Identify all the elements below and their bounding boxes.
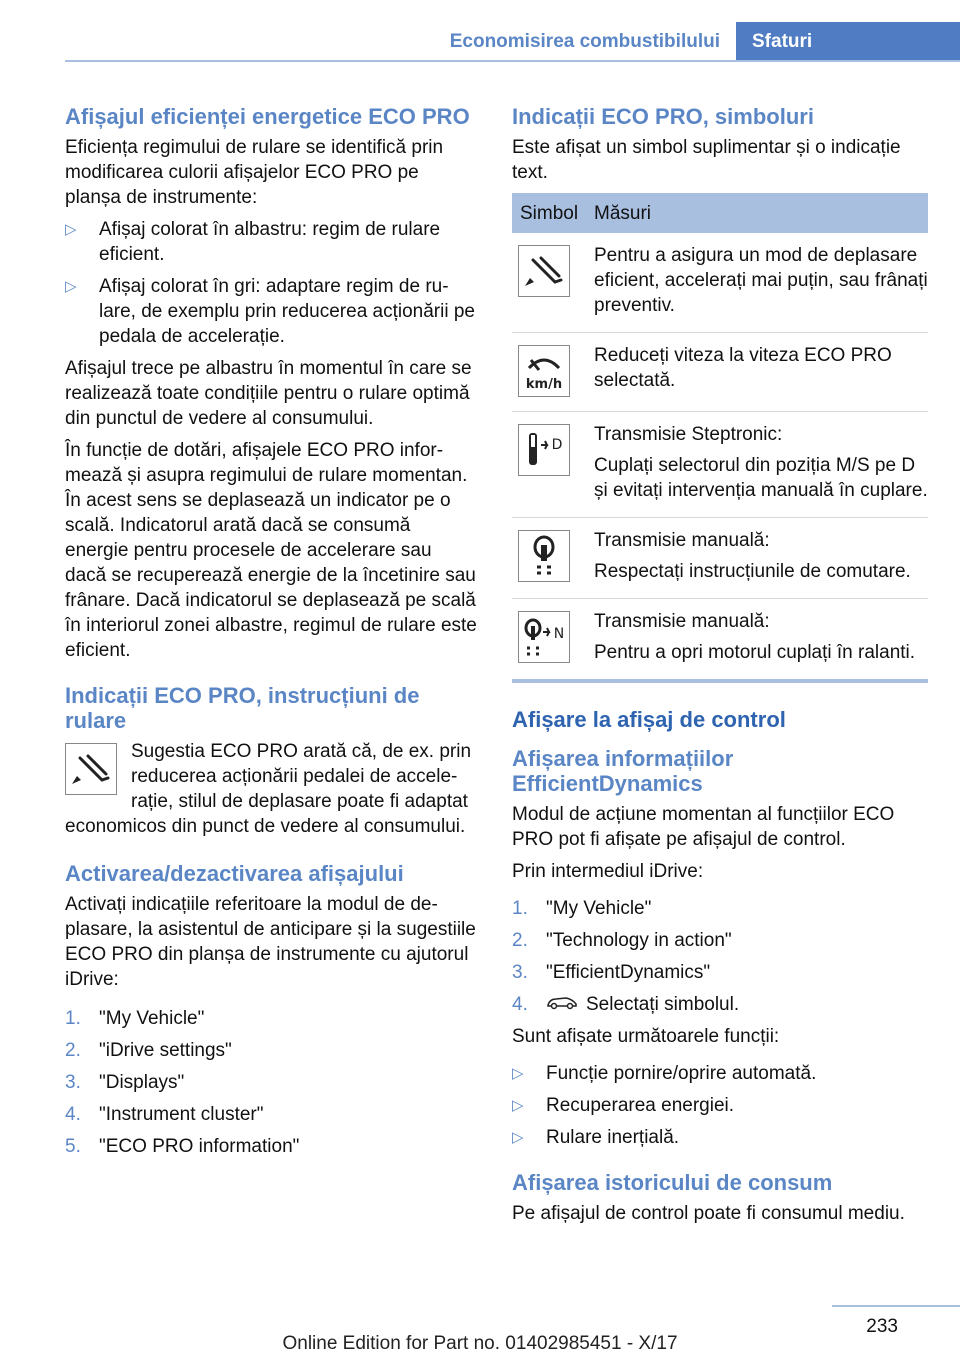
numbered-list [512,896,928,1017]
table-header: Simbol [512,193,586,233]
table-row: Pentru a asigura un mod de deplasare eficient, accelerați mai puțin, sau frânați preventiv. [512,233,928,333]
paragraph: Sunt afișate următoarele funcții: [512,1026,780,1048]
heading-eco-symbols: Indicații ECO PRO, simboluri [512,104,814,129]
paragraph-with-icon: Sugestia ECO PRO arată că, de ex. prin reducerea acționării pedalei de accelerație, stilul de deplasare poate fi adaptat economicos din punct de vedere al consumului. [65,741,472,837]
list-item: 2. "Technology in action" [512,930,732,951]
triangle-right-icon: ▷ [65,278,77,295]
paragraph: În funcție de dotări, afișajele ECO PRO informează și asupra regimului de rulare momentan. În acest sens se deplasează un indicator pe o scală. Indicatorul arată dacă se consumă energie pentru procesele de accelerare sau dacă se recuperează energie de la încetinire sau frânare. Dacă indicatorul se deplasează pe scală în interiorul zonei albastre, regimul de rulare este eficient. [65,440,477,661]
list-item: 1. "My Vehicle" [65,1008,205,1029]
heading-control-display: Afișare la afișaj de control [512,707,786,732]
svg-text:D: D [551,437,563,453]
heading-display-toggle: Activarea/dezactivarea afișajului [65,861,404,886]
table-row: N Transmisie manuală: Pentru a opri motorul cuplați în ralanti. [512,599,928,680]
paragraph: Este afișat un simbol suplimentar și o indicație text. [512,137,901,183]
paragraph: Prin intermediul iDrive: [512,861,704,882]
paragraph: Afișajul trece pe albastru în momentul în care se realizează toate condițiile pentru o rulare optimă din punctul de vedere al consumului. [65,358,472,429]
list-item: 4. Selectați simbolul. [512,992,928,1017]
header-section: Economisirea combustibilului [449,31,720,52]
edition-note: Online Edition for Part no. 01402985451 - X/17 [282,1333,678,1354]
list-item: 5. "ECO PRO information" [65,1136,300,1157]
table-row: Transmisie manuală: Respectați instrucțiunile de comutare. [512,518,928,599]
bullet-list [512,1061,928,1150]
symbol-table [512,193,928,679]
svg-text:km/h: km/h [525,377,563,392]
triangle-right-icon: ▷ [65,221,77,238]
paragraph: Activați indicațiile referitoare la modul de deplasare, la asistentul de anticipare și la sugestiile ECO PRO din planșa de instrumente cu ajutorul iDrive: [65,894,476,990]
heading-eco-efficiency: Afișajul eficienței energetice ECO PRO [65,104,470,129]
list-item: 1. "My Vehicle" [512,898,652,919]
table-header: Măsuri [586,193,928,233]
page-number: 233 [866,1316,898,1337]
list-item: ▷ Afișaj colorat în albastru: regim de rulare eficient. [65,219,441,265]
right-column [512,104,928,1233]
svg-text:N: N [553,626,565,642]
header-current-tab: Sfaturi [736,22,960,60]
table-end-rule [512,679,928,683]
paragraph: Modul de acțiune momentan al funcțiilor ECO PRO pot fi afișate pe afișajul de control. [512,804,895,850]
list-item: 4. "Instrument cluster" [65,1104,264,1125]
list-item: 2. "iDrive settings" [65,1040,232,1061]
page-header [65,22,960,62]
left-column [65,104,477,1166]
speedometer-kmh-icon [518,345,570,397]
table-row: D Transmisie Steptronic: Cuplați selectorul din poziția M/S pe D și evitați intervenția manuală în cuplare. [512,412,928,518]
triangle-right-icon: ▷ [512,1097,524,1115]
triangle-right-icon: ▷ [512,1065,524,1083]
numbered-list [65,1006,477,1159]
table-header-row [512,193,928,233]
table-row: km/h Reduceți viteza la viteza ECO PRO selectată. [512,333,928,412]
paragraph: Eficiența regimului de rulare se identifică prin modificarea culorii afișajelor ECO PRO pe planșa de instrumente: [65,137,444,208]
list-item: 3. "EfficientDynamics" [512,962,711,983]
car-icon [546,992,578,1017]
heading-efficientdynamics: Afișarea informațiilor EfficientDynamics [512,746,734,796]
gear-lever-icon [518,530,570,582]
heading-eco-instructions: Indicații ECO PRO, instrucțiuni de rulare [65,683,420,733]
list-item: ▷ Funcție pornire/oprire automată. [512,1063,817,1085]
pedal-icon [65,743,117,795]
heading-consumption-history: Afișarea istoricului de consum [512,1170,833,1196]
pedal-icon [518,245,570,297]
list-item: ▷ Recuperarea energiei. [512,1095,735,1117]
list-item: ▷ Afișaj colorat în gri: adaptare regim de rulare, de exemplu prin reducerea acționării pe pedala de accelerație. [65,276,475,347]
bullet-list [65,217,477,349]
paragraph: Pe afișajul de control poate fi consumul mediu. [512,1203,905,1225]
triangle-right-icon: ▷ [512,1129,524,1147]
gear-selector-d-icon [518,424,570,476]
footer-rule [832,1305,960,1307]
gear-lever-n-icon [518,611,570,663]
list-item: 3. "Displays" [65,1072,185,1093]
list-item: ▷ Rulare inerțială. [512,1127,680,1149]
